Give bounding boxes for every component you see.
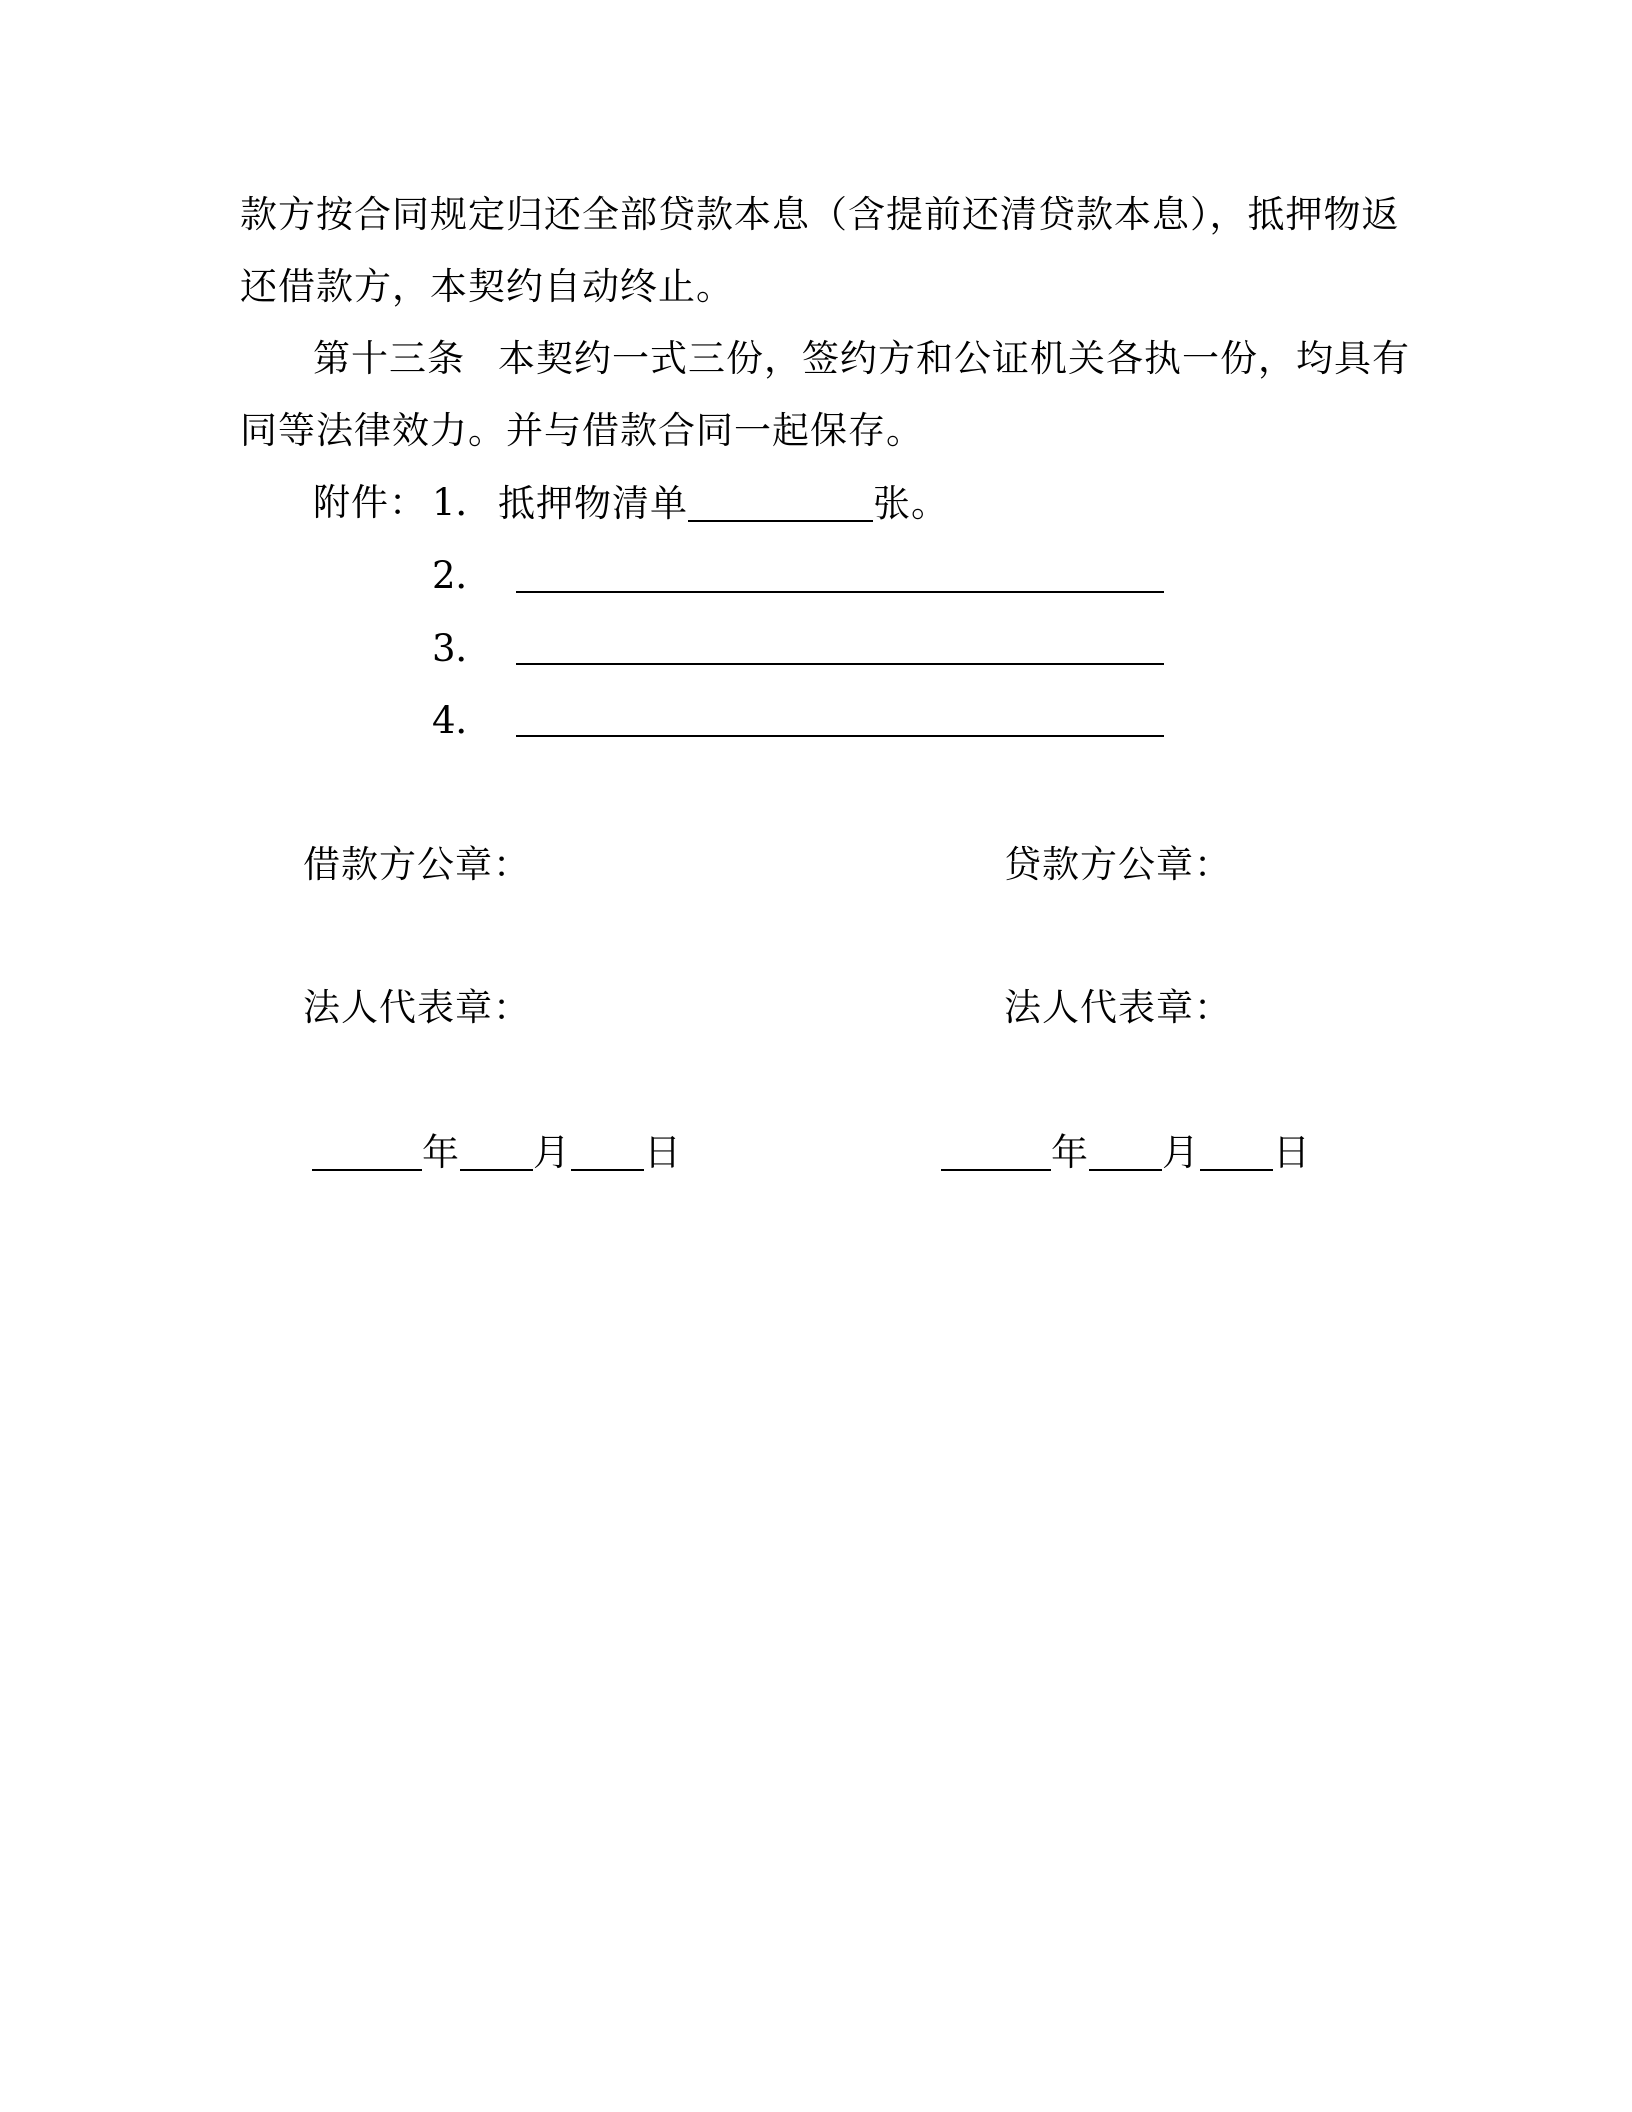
day-blank [571, 1133, 644, 1171]
year-blank [312, 1133, 422, 1171]
month-label: 月 [1162, 1131, 1200, 1174]
paragraph-line: 款方按合同规定归还全部贷款本息（含提前还清贷款本息），抵押物返 [240, 193, 1400, 236]
attachment-number: 3． [432, 627, 493, 670]
year-label: 年 [422, 1131, 460, 1174]
attachment-item-1-suffix: 张。 [873, 482, 949, 525]
borrower-seal-label: 借款方公章： [303, 843, 531, 886]
lender-legal-rep-label: 法人代表章： [1004, 986, 1232, 1029]
attachment-number: 4． [432, 699, 493, 742]
attachment-item-1 [498, 482, 949, 525]
borrower-date [312, 1131, 682, 1174]
attachment-blank-line [516, 735, 1164, 737]
article-text: 本契约一式三份，签约方和公证机关各执一份，均具有 [498, 337, 1410, 380]
lender-seal-label: 贷款方公章： [1004, 843, 1232, 886]
day-label: 日 [1273, 1131, 1311, 1174]
attachments-label: 附件： [313, 481, 427, 524]
borrower-legal-rep-label: 法人代表章： [303, 986, 531, 1029]
attachment-blank-line [516, 591, 1164, 593]
day-blank [1200, 1133, 1273, 1171]
attachment-number: 1． [432, 481, 493, 524]
year-label: 年 [1051, 1131, 1089, 1174]
attachment-number: 2． [432, 554, 493, 597]
day-label: 日 [644, 1131, 682, 1174]
month-label: 月 [533, 1131, 571, 1174]
month-blank [1089, 1133, 1162, 1171]
month-blank [460, 1133, 533, 1171]
year-blank [941, 1133, 1051, 1171]
article-label: 第十三条 [313, 337, 465, 380]
paragraph-line: 还借款方，本契约自动终止。 [240, 265, 734, 308]
quantity-blank [688, 484, 873, 522]
attachment-blank-line [516, 663, 1164, 665]
article-text: 同等法律效力。并与借款合同一起保存。 [240, 409, 924, 452]
lender-date [941, 1131, 1311, 1174]
attachment-item-1-prefix: 抵押物清单 [498, 482, 688, 525]
